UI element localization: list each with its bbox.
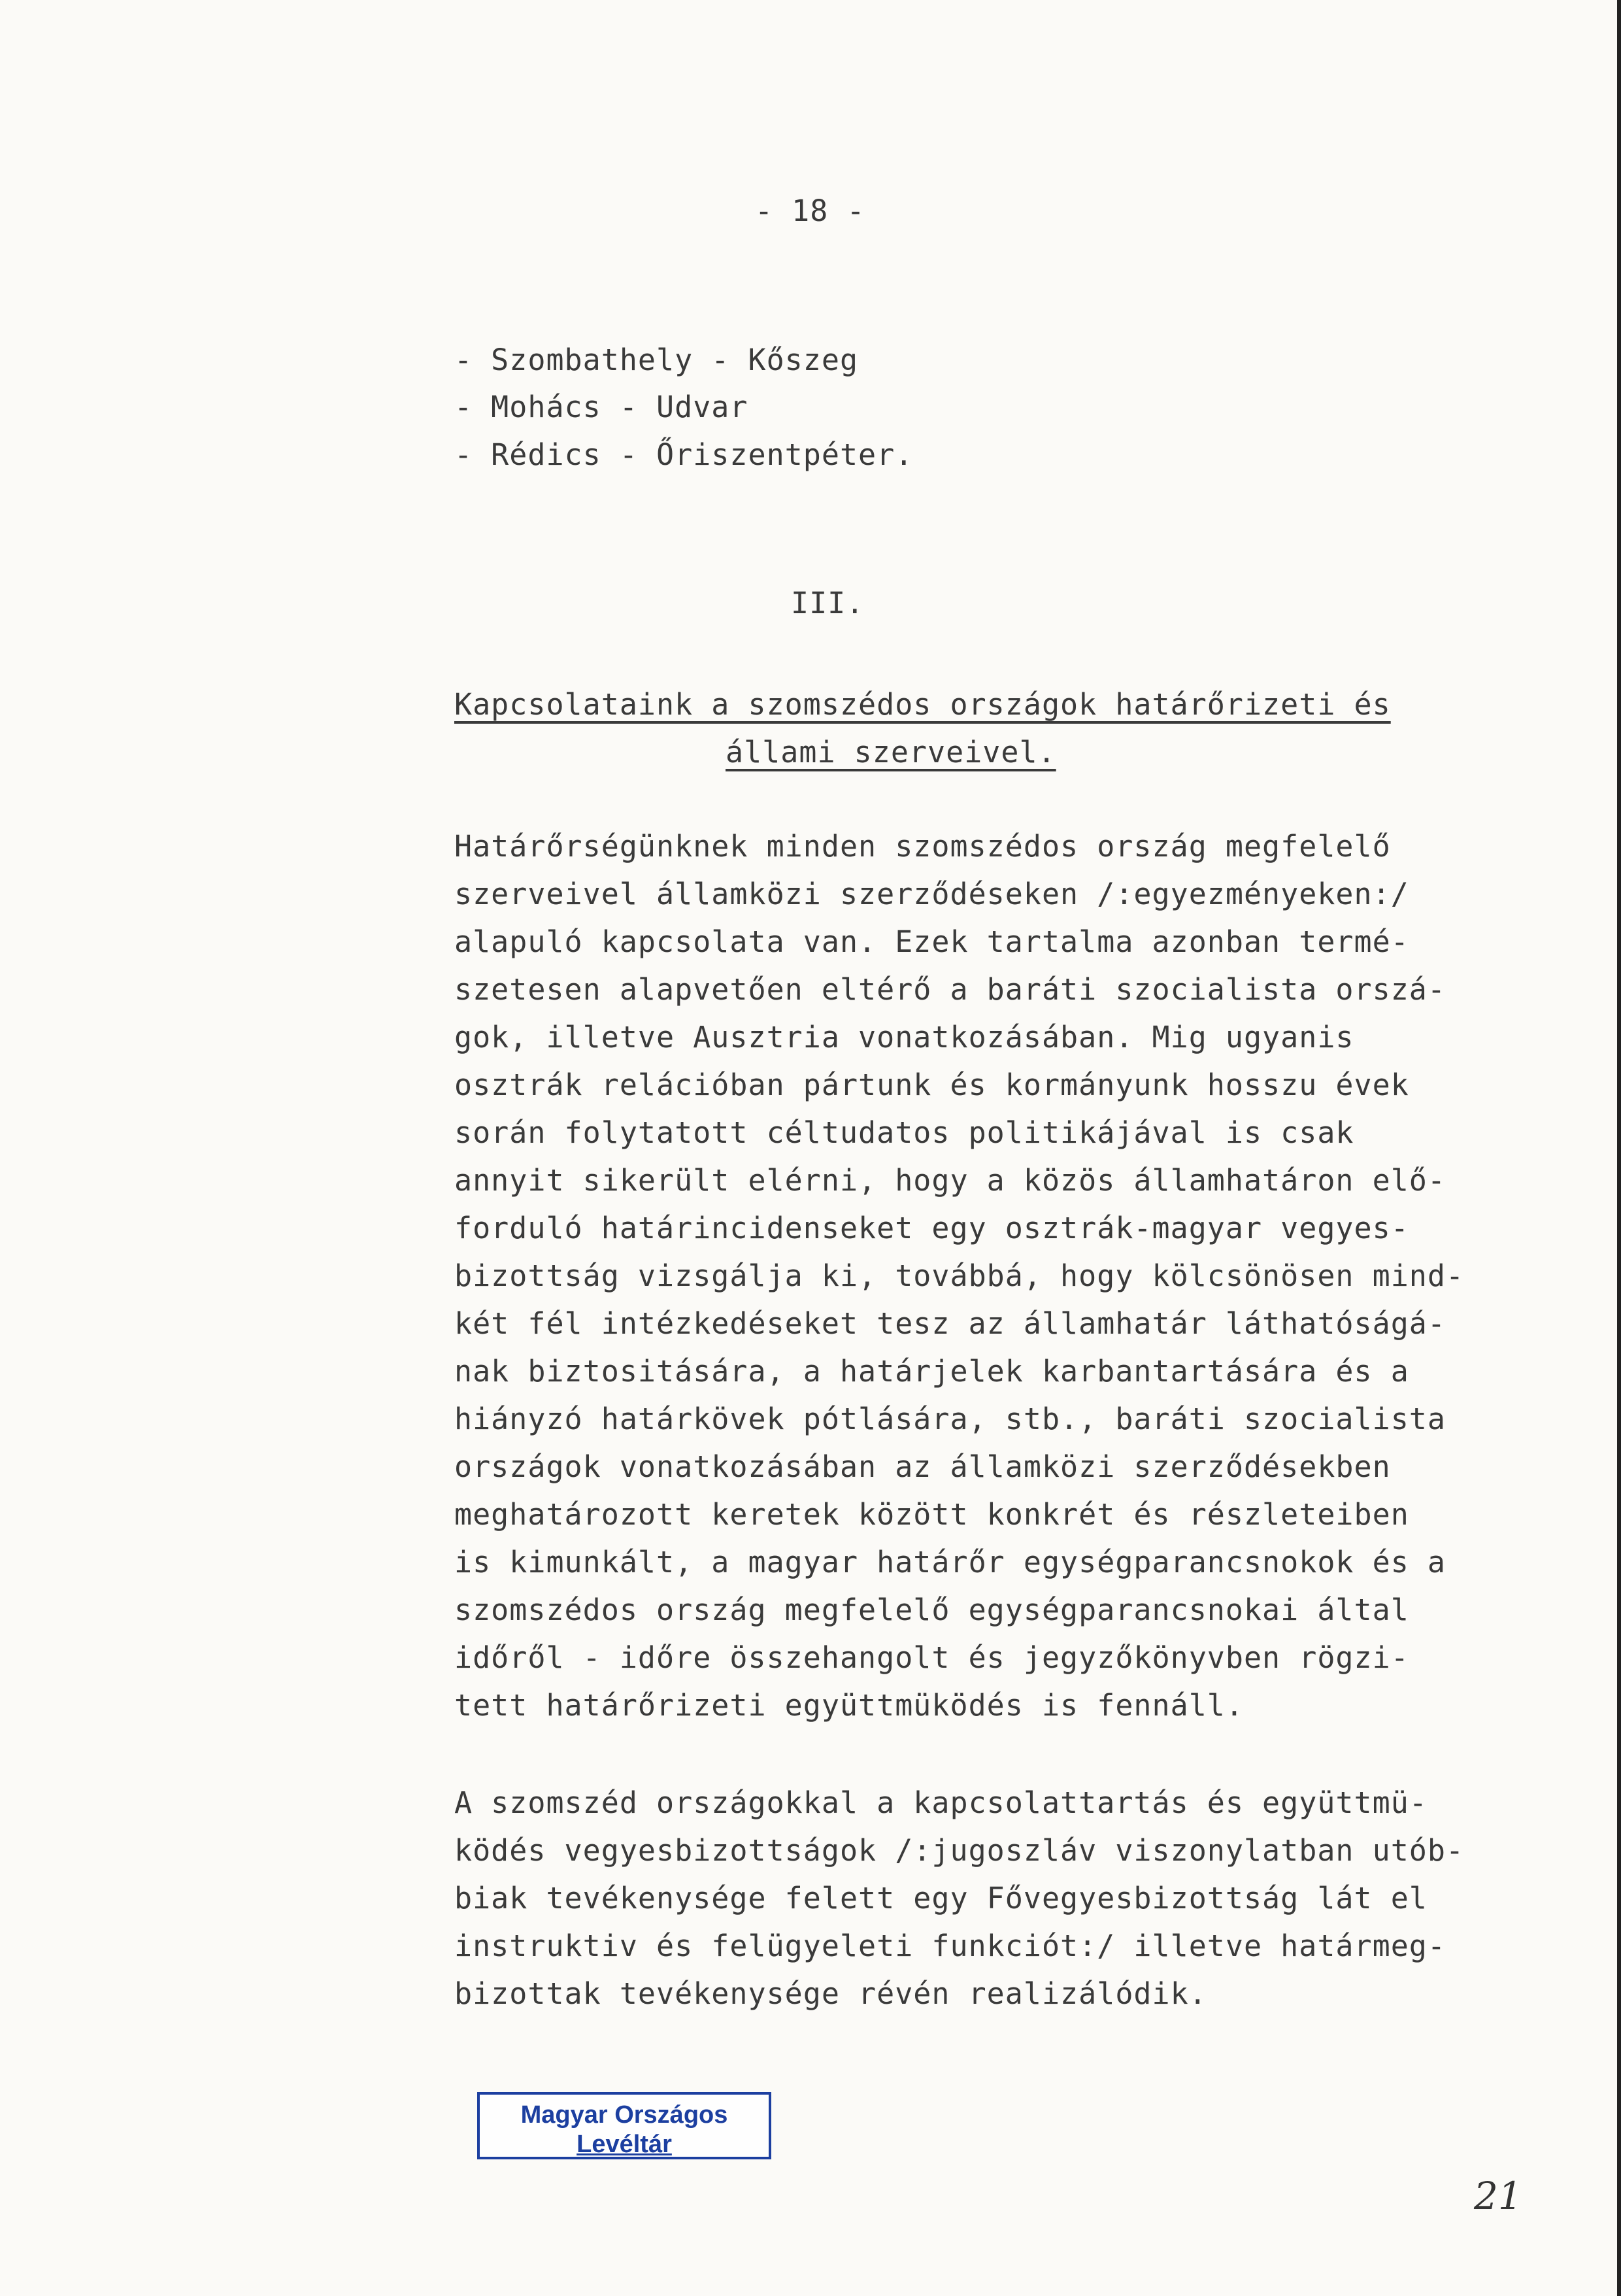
- route-item: - Mohács - Udvar: [454, 390, 748, 424]
- section-title: állami szerveivel.: [726, 735, 1056, 769]
- paragraph-line: nak biztositására, a határjelek karbantartására és a: [454, 1354, 1409, 1389]
- section-number: III.: [791, 586, 865, 620]
- paragraph-line: bizottság vizsgálja ki, továbbá, hogy kölcsönösen mind-: [454, 1258, 1465, 1293]
- route-item: - Szombathely - Kőszeg: [454, 343, 859, 377]
- paragraph-line: gok, illetve Ausztria vonatkozásában. Mig ugyanis: [454, 1020, 1354, 1055]
- paragraph-line: forduló határincidenseket egy osztrák-magyar vegyes-: [454, 1211, 1409, 1245]
- paragraph-line: bizottak tevékenysége révén realizálódik.: [454, 1976, 1207, 2011]
- paragraph-line: időről - időre összehangolt és jegyzőkönyvben rögzi-: [454, 1640, 1409, 1675]
- stamp-line: Levéltár: [577, 2131, 672, 2158]
- paragraph-line: is kimunkált, a magyar határőr egységparancsnokok és a: [454, 1545, 1446, 1579]
- paragraph-line: tett határőrizeti együttmüködés is fennáll.: [454, 1688, 1244, 1723]
- paragraph-line: hiányzó határkövek pótlására, stb., baráti szocialista: [454, 1402, 1446, 1436]
- handwritten-page-number: 21: [1474, 2174, 1522, 2218]
- paragraph-line: alapuló kapcsolata van. Ezek tartalma azonban termé-: [454, 924, 1409, 959]
- paragraph-line: biak tevékenysége felett egy Fővegyesbizottság lát el: [454, 1881, 1428, 1916]
- page-number: - 18 -: [755, 194, 865, 228]
- archive-stamp: [477, 2092, 771, 2159]
- paragraph-line: ködés vegyesbizottságok /:jugoszláv viszonylatban utób-: [454, 1833, 1465, 1868]
- paragraph-line: meghatározott keretek között konkrét és részleteiben: [454, 1497, 1409, 1532]
- stamp-line: Magyar Országos: [520, 2101, 728, 2129]
- paragraph-line: szetesen alapvetően eltérő a baráti szocialista orszá-: [454, 972, 1446, 1007]
- paragraph-line: instruktiv és felügyeleti funkciót:/ illetve határmeg-: [454, 1929, 1446, 1963]
- paragraph-line: szomszédos ország megfelelő egységparancsnokai által: [454, 1593, 1409, 1627]
- paragraph-line: során folytatott céltudatos politikájával is csak: [454, 1115, 1354, 1150]
- paragraph-line: szerveivel államközi szerződéseken /:egyezményeken:/: [454, 877, 1409, 911]
- section-title: Kapcsolataink a szomszédos országok határőrizeti és: [454, 687, 1391, 722]
- paragraph-line: két fél intézkedéseket tesz az államhatár láthatóságá-: [454, 1306, 1446, 1341]
- paragraph-line: A szomszéd országokkal a kapcsolattartás és együttmü-: [454, 1785, 1428, 1820]
- route-item: - Rédics - Őriszentpéter.: [454, 437, 914, 472]
- paragraph-line: osztrák relációban pártunk és kormányunk hosszu évek: [454, 1068, 1409, 1102]
- paragraph-line: Határőrségünknek minden szomszédos ország megfelelő: [454, 829, 1391, 864]
- paragraph-line: országok vonatkozásában az államközi szerződésekben: [454, 1449, 1391, 1484]
- paragraph-line: annyit sikerült elérni, hogy a közös államhatáron elő-: [454, 1163, 1446, 1198]
